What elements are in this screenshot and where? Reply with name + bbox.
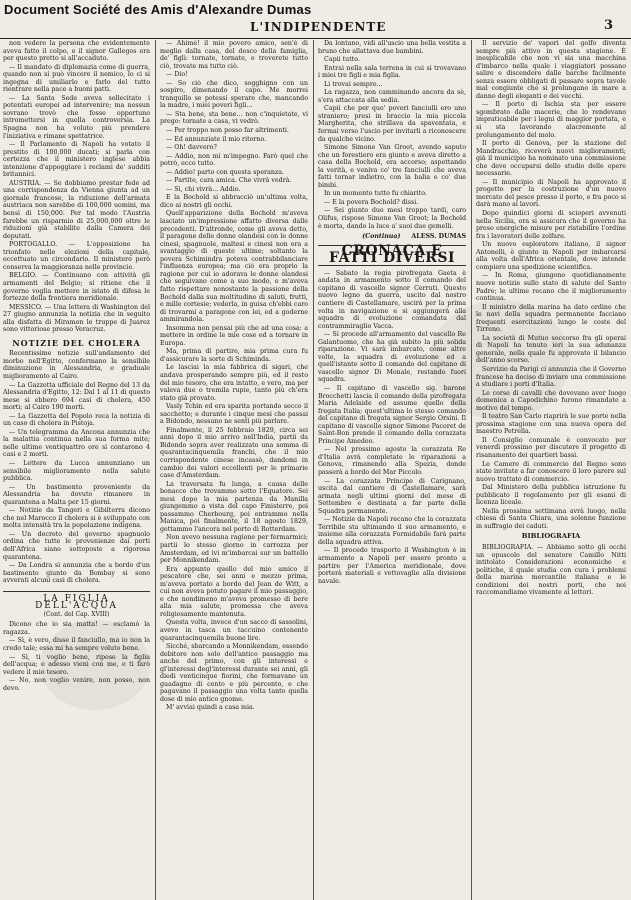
paragraph: — Il procedo trasporto il Washington è in armamento a Napoli per essere pronto a partire per l'America meridionale, dove porterà materiali e vettovaglie alla divisione navale. xyxy=(318,547,466,585)
paragraph: Il ministro della marina ha dato ordine che le navi della squadra permanente facciano frequenti esercitazioni lungo le coste del Tirreno. xyxy=(476,303,626,334)
paragraph: AUSTRIA. — Se dobbiamo prestar fede ad una corrispondenza da Vienna giunta ad un giornale francese, la riduzione dell'armata austriaca non sarebbe di 100,000 uomini, ma bensì di 150,000. Per tal modo l'Austria farebbe un risparmio di 25,000,000 oltre le riduzioni già stabilite dalla Camera dei deputati. xyxy=(3,179,150,240)
paragraph: — Sì, è vero, disse il fanciullo, ma io non la credo tale; essa mi ha sempre voluto bene. xyxy=(3,637,150,653)
paragraph: — Il porto di Ischia sta per essere sgombrato dalle macerie, che lo rendevano impraticabile per i legni di maggior portata, e si sta lavorando alacremente al prolungamento del molo. xyxy=(476,101,626,139)
masthead-title: L'INDIPENDENTE xyxy=(250,20,387,34)
paragraph: non vedere la persona che evidentemente aveva fatto il colpo, e il signor Gallegos era per questo pretto si all'accaduto. xyxy=(3,40,150,63)
paragraph: — Oh! davvero? xyxy=(166,144,217,152)
paragraph: Da lontano, vidi all'uscio una bella vestita a bruno che allattava due bambini. xyxy=(318,40,466,55)
column-3 xyxy=(318,40,466,900)
paragraph: — Un bastimento proveniente da Alessandria ha dovuto rimanere in quarantena a Malta per 15 giorni. xyxy=(3,483,150,506)
author-signature: ALESS. DUMAS xyxy=(411,233,466,241)
paragraph: — Si procede all'armamento del vascello Re Galantuomo, che ha già subito la più solida riparazione. Vi sarà imbarcato, come altre volte, la squadra di evoluzione ed a quell'istante sotto il comando del capitano di vascello signor Di Monale, restando fuori squadra. xyxy=(318,331,466,384)
paragraph: — Sta bene, sta bene... non c'inquietate, vi prego: tornate a casa, vi vedrò. xyxy=(160,110,308,126)
paragraph: Le lasciai la mia fabbrica di sigari, che andava prosperando sempre più, ed il resto del mio tesoro, che era intatto, e vero, ma per valeva due o tremila rupie, tanto più ch'era stato già provato. xyxy=(160,364,308,402)
paragraph: BELGIO. — Continuano con attività gli armamenti del Belgio; si ritiene che il governo voglia mettere in istato di difesa le fortezze della frontiera meridionale. xyxy=(3,272,150,303)
paragraph: — Un decreto del governo spagnuolo ordina che tutte le provenienze dai porti dell'Africa siano sottoposte a rigorosa quarantena. xyxy=(3,530,150,561)
paragraph: MESSICO. — Una lettera di Washington del 27 giugno annunzia la notizia che in seguito alla disfatta di Miramon le truppe di Juarez sono vittoriose presso Veracruz. xyxy=(3,303,150,334)
paragraph: — La Gazzetta ufficiale del Regno del 13 da Alessandria d'Egitto, 12: Dal 1 al 11 di questo mese si ebbero 694 casi di cholera, 450 morti; al Cairo 190 morti. xyxy=(3,381,150,412)
paragraph: — Notizie da Napoli recano che la corazzata Terribile sta ultimando il suo armamento, e insieme alla corazzata Formidabile farà parte della squadra attiva. xyxy=(318,516,466,546)
paragraph: Le corse di cavalli che dovevano aver luogo domenica a Capodichino furono rimandate a motivo del tempo. xyxy=(476,389,626,412)
paragraph: Il Consiglio comunale è convocato per venerdì prossimo per discutere il progetto di risanamento dei quartieri bassi. xyxy=(476,436,626,459)
paragraph: Le Camere di commercio del Regno sono state invitate a far conoscere il loro parere sul nuovo trattato di commercio. xyxy=(476,460,626,483)
paragraph: E la Bochold si abbracciò un'ultima volta, dico ai nostri gli occhi. xyxy=(160,194,308,209)
section-title-bibliografia: BIBLIOGRAFIA xyxy=(521,532,581,541)
paragraph: Simone Simone Van Groot, avendo saputo che un forestiero era giunto e aveva diretto a casa della Bochold, era accorso; aspettando la verità, e veniva co' tre fanciulli che aveva fatti tornar indietro, con la balia e co' due bimbi. xyxy=(318,144,466,189)
paragraph: Questa volta, invece d'un sacco di sassolini, avevo in tasca un taccuino contenente quarantacinquemila buone lire. xyxy=(160,619,308,642)
col1-feuilleton xyxy=(3,621,150,692)
column-2 xyxy=(160,40,308,900)
paragraph: Dal Ministero della pubblica istruzione fu pubblicato il regolamento per gli esami di licenza liceale. xyxy=(476,484,626,507)
paragraph: — Un telegramma da Ancona annunzia che la malattia continua nella sua forma mite; nelle ultime ventiquattro ore si contarono 4 casi e 2 morti. xyxy=(3,428,150,459)
paragraph: Sicché, sbarcando a Monnikendam, essendo debitore non solo dell'antico passaggio ma anche del primo, con gli interessi e gl'interessi degl'interessi durante sei anni, gli diedi venticinque fiorini, che formavano un guadagno di cento e più percento, e che pagavano il passaggio una volta tanto quella dose di mio antico gnome. xyxy=(160,643,308,703)
paragraph: — Il capitano di vascello sig. barone Brocchetti lascia il comando della pirofregata Maria Adelaide ed assume quello della fregata Italia; quest'ultima lo stesso comando del capitano di fregata signor Sergio Orsini. Il capitano di vascello signor Simone Pacoret de Saint-Bon prende il comando della corazzata Principe Amedeo. xyxy=(318,384,466,445)
paragraph: — La Gazzetta del Popolo reca la notizia di un caso di cholera in Pistoja. xyxy=(3,412,150,428)
paragraph: Servizio da Parigi ci annunzia che il Governo francese ha deciso di inviare una commissione a studiare i porti d'Italia. xyxy=(476,365,626,389)
paragraph: — La Santa Sede aveva sollecitato i potentati europei ad intervenire; ma nessun sovrano trovò che fosse opportuno intromettersi in quella controversia. La Spagna non ha voluto più prendere l'iniziativa e rimane spettatrice. xyxy=(3,94,150,140)
paragraph: M' avviai quindi a casa mia. xyxy=(166,704,255,712)
paragraph: — Per troppo non posso far altrimenti. xyxy=(166,127,289,135)
signature-line xyxy=(318,233,466,241)
paragraph: Quell'apparizione della Bochold m'aveva lasciato un'impressione affatto diversa dalle precedenti. D'altronde, come gli aveva detto, il paragone delle donne olandesi con le donne cinesi, spagnuole, maltesi e cinesi non era a svantaggio di queste ultime; soltanto la povera Schimindra poteva contrabbilanciare l'influenza europea; ma ciò era proprio la ragione per cui io adorava le donne olandesi che seguivano come a suo modo, e m'aveva fatto rispettare nonostante la passione della Bochold dalla sua moltitudine di saluti, frutti, e mille cortesie; vederla, in guisa ch'ebbi caro di trovarmi a paragone con lei, ed a goderne ammirandola. xyxy=(160,210,308,324)
section-title-cronaca: CRONACA E FATTI DIVERSI xyxy=(318,245,466,266)
columns xyxy=(0,40,631,900)
column-rule xyxy=(471,40,472,900)
column-rule xyxy=(155,40,156,900)
paragraph: — Sabato la regia pirofregata Gaeta è andata in armamento sotto il comando del capitano di vascello signor Cerruti. Questo nuovo legno da guerra, uscito dal nostro cantiere di Castellamare, uscirà per la prima volta in navigazione e si aggiungerà alla squadra di evoluzione comandata dal contrammiraglio Vacca. xyxy=(318,269,466,330)
paragraph: — Addio! parto con questa speranza. xyxy=(166,168,284,176)
paragraph: Dicono che io sia matta! — esclamò la ragazza. xyxy=(3,621,150,636)
section-title-cholera: NOTIZIE DEL CHOLERA xyxy=(12,337,141,348)
paragraph: Non avevo nessuna ragione per fermarmici; partii lo stesso giorno in carrozza per Amsterdam, ed ivi m'imbarcai sur un battello per Monnikendam. xyxy=(160,534,308,565)
continua-label: (Continua) xyxy=(362,233,401,241)
paragraph: — Il Parlamento di Napoli ha votato il prestito di 100,000 ducati; si parla con certezza che il ministero inglese abbia intenzione d'appoggiare i reclami de' sudditi britannici. xyxy=(3,141,150,179)
paragraph: Un nuovo esploratore italiano, il signor Antonelli, è giunto in Napoli per imbarcarsi alla volta dell'Africa orientale, dove intende compiere una spedizione scientifica. xyxy=(476,241,626,271)
paragraph: Ma, prima di partire, mia prima cura fu d'assicurare la sorte di Schiminda. xyxy=(160,348,308,363)
paragraph: Insomma non pensai più che ad una cosa: a mettere in ordine le mie cose ed a tornare in Europa. xyxy=(160,324,308,347)
page-number: 3 xyxy=(603,18,613,33)
paragraph: Nella prossima settimana avrà luogo, nella chiesa di Santa Chiara, una solenne funzione in suffragio dei caduti. xyxy=(476,507,626,530)
paragraph: Il servizio de' vapori del golfo diventa sempre più attivo in questa stagione. È inesplicabile che non vi sia una macchina d'imbarco nella quale i viaggiatori possano salire e discendere dalle barche facilmente senza essere obbligati di passare sopra tavole mal congiunte che si prolungano in mare a danno degli eleganti e dei vecchi. xyxy=(476,40,626,100)
col1-news xyxy=(3,40,150,334)
paragraph: Dopo quindici giorni di scioperi avvenuti nella Sicilia, ora si assicura che il governo ha preso energiche misure per ristabilire l'ordine fra i lavoratori delle zolfare. xyxy=(476,210,626,240)
paragraph: Vasly Tchin ed era sparita portando secco il sacchetto; e durante i cinque mesi che passai a Bidondo, nessuno ne sentì più parlare. xyxy=(160,403,308,426)
watermark-text: Document Société des Amis d'Alexandre Dumas xyxy=(4,2,312,17)
paragraph: — Ahimè! il mio povero amico, sen'è di meglio dalla casa, del desco della famiglia, de' figli: tornate, tornate, e troverete tutto ciò, trovate ma tutto ciò. xyxy=(160,40,308,70)
paragraph: Capii tutto. xyxy=(324,56,360,64)
column-rule xyxy=(313,40,314,900)
paragraph: — Dio! xyxy=(166,71,188,79)
paragraph: — Sì, ti voglio bene, ripose la figlia dell'acqua; e adesso vieni con me, e ti farò vedere il mio tesoro. xyxy=(3,653,150,676)
column-1 xyxy=(3,40,150,900)
column-4 xyxy=(476,40,626,900)
paragraph: PORTOGALLO. — L'opposizione ha trionfato nelle elezioni della capitale, eccettuato un circondario. Il ministero però conserva la maggioranza nelle provincie. xyxy=(3,241,150,271)
paragraph: — Sì, chi vivrà... Addio. xyxy=(166,185,241,193)
paragraph: BIBLIOGRAFIA. — Abbiamo sotto gli occhi un opuscolo del senatore Camillo Nitti intitolato Considerazioni economiche e politiche, il quale studia con cura i problemi della marina mercantile italiana e le condizioni dei nostri porti, che noi raccomandiamo vivamente ai lettori. xyxy=(476,544,626,597)
paragraph: — Da Londra si annunzia che a bordo d'un bastimento giunto da Bombay si sono avverati alcuni casi di cholera. xyxy=(3,562,150,585)
paragraph: Era appunto quello del mio amico il pescatore che, sei anni e mezzo prima, m'aveva portato a bordo del Jean de Witt, a cui non aveva potuto pagare il mio passaggio, e che nondimeno m'aveva promesso di bere alla mia salute, promessa che aveva religiosamente mantenuta. xyxy=(160,565,308,618)
paragraph: La società di Mutuo soccorso fra gli operai di Napoli ha tenuto ieri la sua adunanza generale, nella quale fu approvato il bilancio dell'anno scorso. xyxy=(476,334,626,365)
paragraph: — Notizie da Tangeri e Gibilterra dicono che nel Marocco il cholera si è sviluppato con molta intensità tra la popolazione indigena. xyxy=(3,507,150,530)
paragraph: — La corazzata Principe di Carignano, uscita dal cantiere di Castellamare, sarà armata negli ultimi giorni del mese di Settembre e destinata a far parte della Squadra permanente. xyxy=(318,477,466,515)
paragraph: — Sei giunto due mesi troppo tardi, caro Olifus, rispose Simone Van Groot; la Bochold è morta, dando la luce a' suoi due gemelli. xyxy=(318,207,466,230)
paragraph: Li trovai sempre... xyxy=(324,80,383,88)
paragraph: — Il municipio di Napoli ha approvato il progetto per la costruzione d'un nuovo mercato del pesce presso il porto, e fra poco si darà mano ai lavori. xyxy=(476,178,626,209)
paragraph: Il porto di Genova, per la stazione del Mandracchio, riceverà nuovi miglioramenti; già il municipio ha nominato una commissione che deve occuparsi dello studio delle opere necessarie. xyxy=(476,140,626,178)
masthead xyxy=(0,18,631,39)
paragraph: — Partite, cara amica. Che vivrà vedrà. xyxy=(166,177,292,185)
paragraph: — Addio, non mi m'impegno. Farò quel che potrò, ecco tutto. xyxy=(160,152,308,168)
paragraph: — Ed annunziate il mio ritorno. xyxy=(166,135,267,143)
paragraph: — Nel prossimo agosto la corazzata Re d'Italia avrà completate le riparazioni a Genova, rimanendo alla Spezia, donde passerà a bordo del Mar Piccolo. xyxy=(318,446,466,476)
paragraph: Recentissime notizie sull'andamento del morbo nell'Egitto, confermano la sensibile diminuzione in Alessandria, e graduale miglioramento al Cairo. xyxy=(3,350,150,380)
paragraph: Capii che per que' poveri fanciulli ero uno straniero; presi in braccio la mia piccola Margherita, che strillava da spaventata, e fermai verso l'uscio per invitarli a riconoscere da qualche vicino. xyxy=(318,105,466,143)
feuilleton-divider xyxy=(3,591,150,592)
paragraph: — Lettere da Lucca annunziano un sensibile miglioramento nella salute pubblica. xyxy=(3,459,150,483)
paragraph: La ragazza, non camminando ancora da sè, s'era attaccata alla sedia. xyxy=(318,89,466,104)
paragraph: In un momento tutto fu chiarito. xyxy=(324,190,427,198)
paragraph: — Il mandato di diplomazia come di guerra, quando non si può vincere il nemico, lo ci si ingegna di umiliarlo e farlo del tutto rientrare nella pace a buoni patti. xyxy=(3,63,150,94)
paragraph: La traversata fu lunga, a causa delle bonacce che trovammo sotto l'Equatore. Sei mesi dopo la mia partenza da Manilla giungemmo a vista del capo Finisterre, poi passammo Cherbourg, poi entrammo nella Manica, poi finalmente, il 18 agosto 1829, gettammo l'ancora nel porto di Rotterdam. xyxy=(160,480,308,533)
feuilleton-title: LA FIGLIA DELL'ACQUA xyxy=(35,593,118,612)
paragraph: Entrai nella sala terrena in cui si trovavano i miei tre figli e mia figlia. xyxy=(318,64,466,80)
paragraph: — So ciò che dico, sogghigno con un sospiro, dimenando il capo. Me morrei tranquillo se potessi sperare che, mancando la madre, i miei poveri figli... xyxy=(160,79,308,110)
paragraph: Il teatro San Carlo riaprirà le sue porte nella prossima stagione con una nuova opera del maestro Petrella. xyxy=(476,413,626,436)
feuilleton-subtitle: (Cont. del Cap. XVIII) xyxy=(43,610,110,618)
paragraph: — No, non voglio venire, non posso, non devo. xyxy=(3,677,150,692)
paragraph: — E la povera Bochold? dissi. xyxy=(324,198,419,206)
paragraph: — In Roma, giungono quotidianamente nuove notizie sullo stato di salute del Santo Padre; le ultime recano che il miglioramento continua. xyxy=(476,272,626,303)
col1-cholera xyxy=(3,350,150,584)
paragraph: Finalmente, il 25 febbraio 1829, circa sei anni dopo il mio arrivo nell'India, partii da Bidondo sopra aver realizzato una somma di quarantacinquemila franchi, che il mio corrispondente cinese incassò, dandomi in cambio dei valori eccellenti per le primarie case d'Amsterdam. xyxy=(160,426,308,480)
